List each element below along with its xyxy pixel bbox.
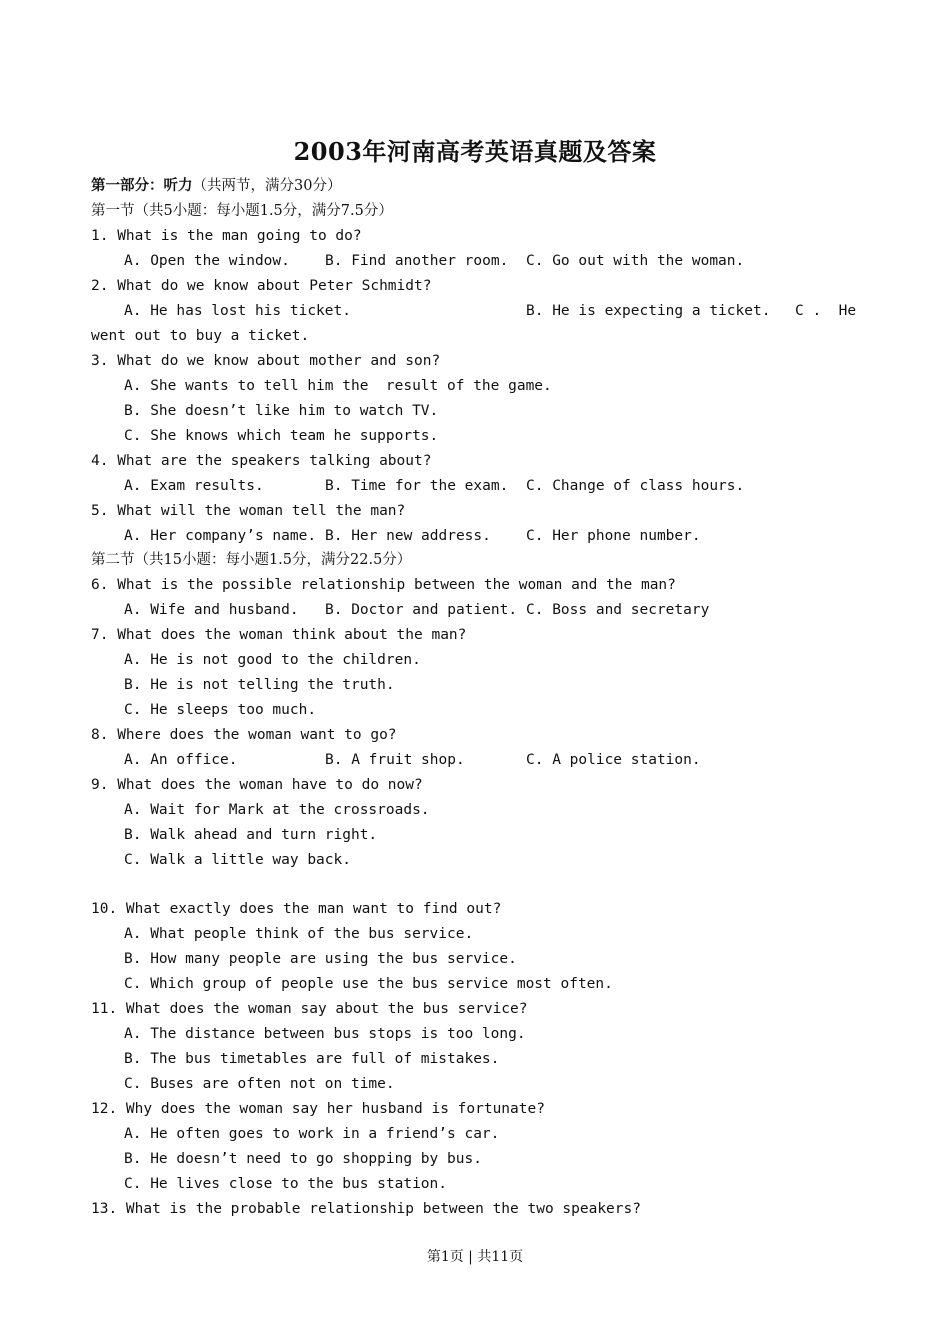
q9-option-b: B. Walk ahead and turn right. [124,827,378,843]
q4-option-a: A. Exam results. [124,478,264,494]
question-8: 8. Where does the woman want to go? [91,727,397,743]
q11-option-b: B. The bus timetables are full of mistakes. [124,1051,500,1067]
section2-heading: 第二节（共15小题：每小题1.5分，满分22.5分） [91,552,412,568]
question-10: 10. What exactly does the man want to find out? [91,901,502,917]
q12-option-c: C. He lives close to the bus station. [124,1176,448,1192]
q6-option-c: C. Boss and secretary [526,602,710,618]
q3-option-c: C. She knows which team he supports. [124,428,439,444]
question-9: 9. What does the woman have to do now? [91,777,423,793]
question-5: 5. What will the woman tell the man? [91,503,406,519]
question-6: 6. What is the possible relationship between the woman and the man? [91,577,676,593]
question-2: 2. What do we know about Peter Schmidt? [91,278,432,294]
q5-option-c: C. Her phone number. [526,528,701,544]
q6-option-b: B. Doctor and patient. [325,602,518,618]
q2-option-b: B. He is expecting a ticket. [526,303,771,319]
q4-option-c: C. Change of class hours. [526,478,745,494]
q8-option-b: B. A fruit shop. [325,752,465,768]
q5-option-b: B. Her new address. [325,528,491,544]
page-footer: 第1页 | 共11页 [426,1249,524,1265]
q12-option-a: A. He often goes to work in a friend’s car. [124,1126,500,1142]
q2-option-c: C . He [795,303,857,319]
q11-option-a: A. The distance between bus stops is too long. [124,1026,526,1042]
q8-option-a: A. An office. [124,752,238,768]
q5-option-a: A. Her company’s name. [124,528,317,544]
q3-option-a: A. She wants to tell him the result of the game. [124,378,552,394]
q12-option-b: B. He doesn’t need to go shopping by bus. [124,1151,482,1167]
q2-option-a: A. He has lost his ticket. [124,303,351,319]
question-13: 13. What is the probable relationship between the two speakers? [91,1201,641,1217]
q9-option-a: A. Wait for Mark at the crossroads. [124,802,430,818]
q11-option-c: C. Buses are often not on time. [124,1076,395,1092]
question-4: 4. What are the speakers talking about? [91,453,432,469]
part1-note: （共两节，满分30分） [192,178,342,194]
part1-heading [91,176,341,196]
q10-option-b: B. How many people are using the bus service. [124,951,517,967]
q8-option-c: C. A police station. [526,752,701,768]
q7-option-a: A. He is not good to the children. [124,652,421,668]
question-11: 11. What does the woman say about the bus service? [91,1001,528,1017]
q1-option-a: A. Open the window. [124,253,290,269]
q1-option-b: B. Find another room. [325,253,509,269]
q7-option-b: B. He is not telling the truth. [124,677,395,693]
question-1: 1. What is the man going to do? [91,228,362,244]
question-7: 7. What does the woman think about the man? [91,627,467,643]
q6-option-a: A. Wife and husband. [124,602,299,618]
q2-option-c-continued: went out to buy a ticket. [91,328,310,344]
q1-option-c: C. Go out with the woman. [526,253,745,269]
question-3: 3. What do we know about mother and son? [91,353,441,369]
q3-option-b: B. She doesn’t like him to watch TV. [124,403,439,419]
q10-option-a: A. What people think of the bus service. [124,926,474,942]
part1-label: 第一部分：听力 [91,177,193,194]
q9-option-c: C. Walk a little way back. [124,852,351,868]
question-12: 12. Why does the woman say her husband is fortunate? [91,1101,545,1117]
document-title: 2003年河南高考英语真题及答案 [293,137,657,166]
q10-option-c: C. Which group of people use the bus service most often. [124,976,613,992]
q7-option-c: C. He sleeps too much. [124,702,317,718]
q4-option-b: B. Time for the exam. [325,478,509,494]
section1-heading: 第一节（共5小题：每小题1.5分，满分7.5分） [91,203,393,219]
